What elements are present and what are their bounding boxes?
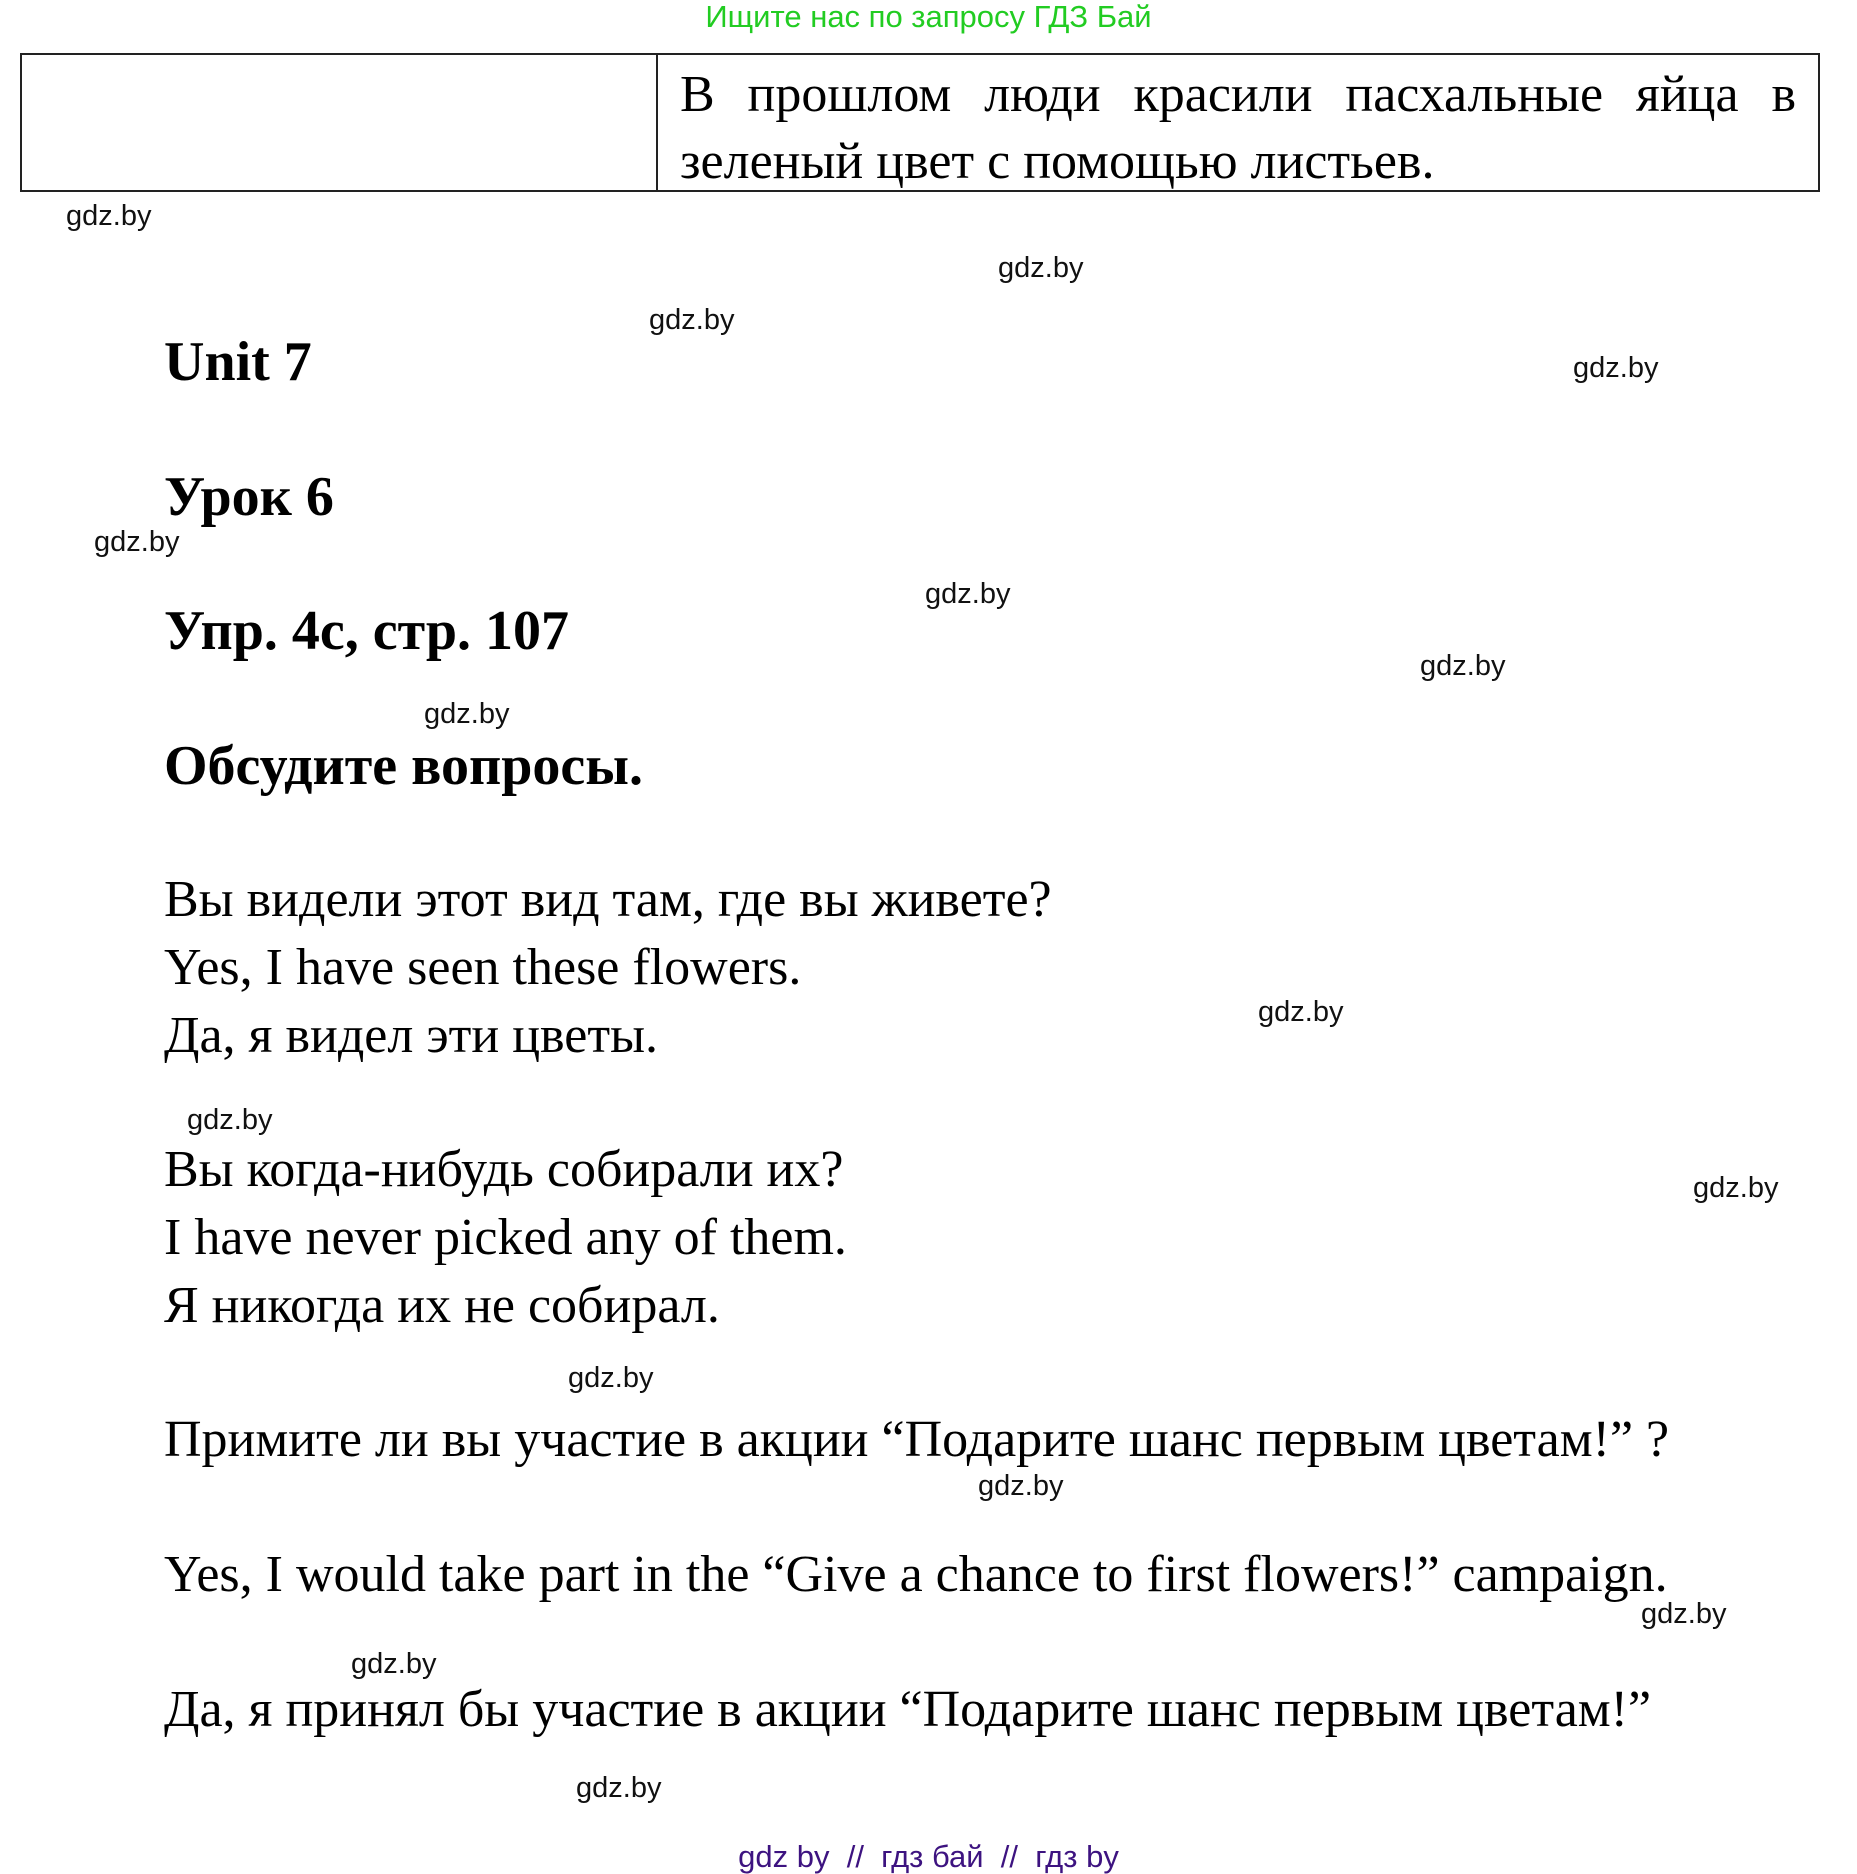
watermark: gdz.by [925,578,1011,610]
watermark: gdz.by [1420,650,1506,682]
answer-1-russian: Да, я видел эти цветы. [164,1007,659,1064]
answer-1-english: Yes, I have seen these flowers. [164,939,802,996]
watermark: gdz.by [187,1104,273,1136]
question-3: Примите ли вы участие в акции “Подарите шанс первым цветам!” ? [164,1411,1670,1468]
unit-heading: Unit 7 [164,331,312,393]
footer-links: gdz by // гдз бай // гдз by [738,1839,1119,1874]
watermark: gdz.by [1573,352,1659,384]
watermark: gdz.by [568,1362,654,1394]
task-heading: Обсудите вопросы. [164,735,643,797]
watermark: gdz.by [1641,1598,1727,1630]
answer-3-russian: Да, я принял бы участие в акции “Подарите шанс первым цветам!” [164,1681,1652,1738]
answer-2-english: I have never picked any of them. [164,1209,847,1266]
exercise-heading: Упр. 4с, стр. 107 [164,600,569,662]
watermark: gdz.by [978,1470,1064,1502]
watermark: gdz.by [649,304,735,336]
watermark: gdz.by [424,698,510,730]
answer-3-english: Yes, I would take part in the “Give a chance to first flowers!” campaign. [164,1546,1668,1603]
watermark: gdz.by [576,1772,662,1804]
watermark: gdz.by [66,200,152,232]
search-banner: Ищите нас по запросу ГДЗ Бай [705,0,1152,34]
watermark: gdz.by [1258,996,1344,1028]
watermark: gdz.by [998,252,1084,284]
question-1: Вы видели этот вид там, где вы живете? [164,871,1052,928]
translation-table [20,53,1820,192]
watermark: gdz.by [351,1648,437,1680]
table-cell-left [22,55,658,190]
table-cell-right: В прошлом люди красили пасхальные яйца в зеленый цвет с помощью листьев. [680,66,1796,190]
answer-2-russian: Я никогда их не собирал. [164,1277,720,1334]
watermark: gdz.by [94,526,180,558]
question-2: Вы когда-нибудь собирали их? [164,1141,844,1198]
lesson-heading: Урок 6 [164,466,334,528]
watermark: gdz.by [1693,1172,1779,1204]
